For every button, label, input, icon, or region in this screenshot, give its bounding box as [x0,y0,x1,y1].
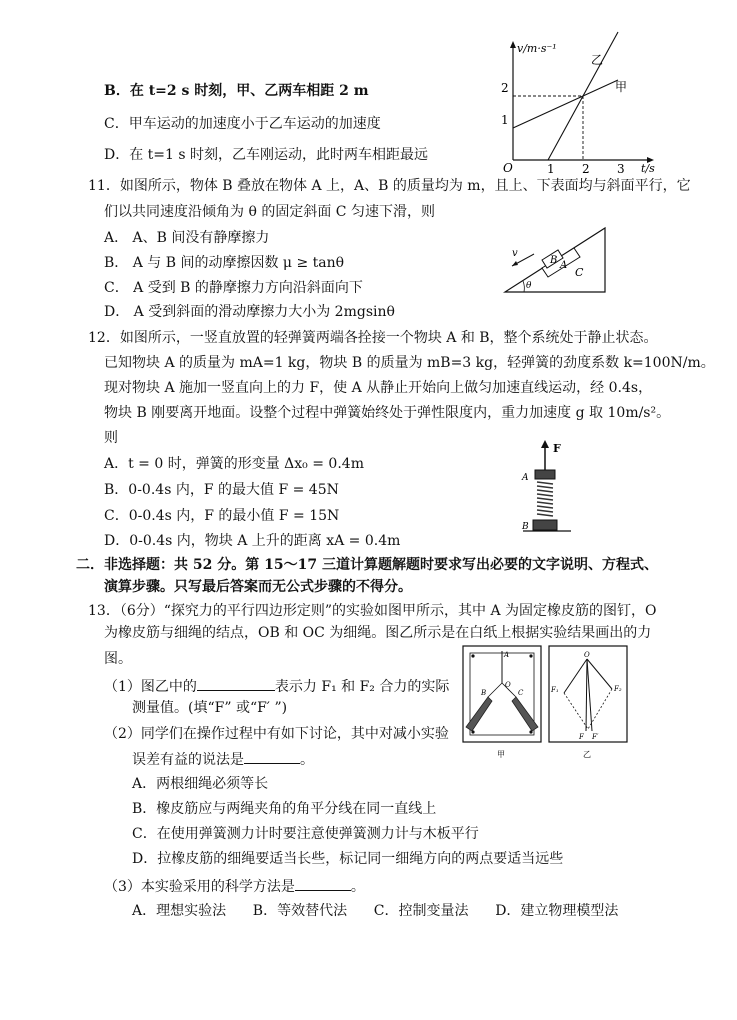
svg-text:C: C [518,689,524,697]
q10-option-d: D．在 t=1 s 时刻，乙车刚运动，此时两车相距最远 [104,147,429,163]
figure-yi [548,645,628,760]
q13-stem-1: 13．（6分）“探究力的平行四边形定则”的实验如图甲所示，其中 A 为固定橡皮筋的图钉，O [88,603,657,619]
y-tick-label: 2 [501,81,509,95]
section-2-heading-cont: 演算步骤。只写最后答案而无公式步骤的不得分。 [104,579,412,595]
svg-text:F: F [553,442,561,455]
q12-option-b: B．0-0.4s 内，F 的最大值 F = 45N [104,482,339,498]
q12-option-d: D．0-0.4s 内，物块 A 上升的距离 xA = 0.4m [104,533,401,549]
q11-option-b: B． A 与 B 间的动摩擦因数 μ ≥ tanθ [104,255,345,271]
svg-text:A: A [504,651,510,659]
svg-text:B: B [522,522,529,532]
q13-part-3-options: A．理想实验法 B．等效替代法 C．控制变量法 D．建立物理模型法 [132,903,619,919]
svg-text:A: A [522,473,529,483]
x-tick-label: 2 [582,162,590,176]
q12-stem-5: 则 [104,430,118,446]
figure-caption: 甲 [497,750,505,759]
block-a [535,470,555,479]
figure-jia [462,645,542,760]
origin-label: O [503,161,513,175]
q13-stem-3: 图。 [104,651,132,667]
answer-blank[interactable] [295,876,351,891]
q12-stem-2: 已知物块 A 的质量为 mA=1 kg，物块 B 的质量为 mB=3 kg，轻弹簧的劲度系数 k=100N/m。 [104,355,715,371]
answer-blank[interactable] [197,676,275,691]
figure-caption: 乙 [583,750,591,759]
q11-option-c: C． A 受到 B 的静摩擦力方向沿斜面向下 [104,280,363,296]
spring-figure [515,440,585,540]
svg-text:θ: θ [526,281,532,291]
q12-stem-3: 现对物块 A 施加一竖直向上的力 F，使 A 从静止开始向上做匀加速直线运动，经 0.4s， [104,380,653,396]
svg-text:F₁: F₁ [551,686,559,694]
q13-part-2-option-a: A．两根细绳必须等长 [132,776,269,792]
q11-stem-1: 11．如图所示，物体 B 叠放在物体 A 上，A、B 的质量均为 m，且上、下表面均与斜面平行，它 [88,178,691,194]
series-label-yi: 乙 [591,53,604,67]
svg-text:A: A [560,260,568,271]
q13-part-2-cont: 误差有益的说法是 。 [132,749,314,769]
q13-part-2-option-b: B．橡皮筋应与两绳夹角的角平分线在同一直线上 [132,801,437,817]
svg-text:F′: F′ [592,733,599,741]
q12-option-c: C．0-0.4s 内，F 的最小值 F = 15N [104,508,340,524]
q11-option-d: D． A 受到斜面的滑动摩擦力大小为 2mgsinθ [104,304,395,320]
block-b [533,520,557,530]
q13-part-3: （3）本实验采用的科学方法是 。 [104,876,365,896]
vt-graph [495,40,665,175]
svg-text:F: F [579,733,584,741]
svg-text:O: O [505,681,511,689]
answer-blank[interactable] [244,749,300,764]
q10-option-b: B．在 t=2 s 时刻，甲、乙两车相距 2 m [104,83,369,99]
q13-part-2: （2）同学们在操作过程中有如下讨论，其中对减小实验 [104,726,449,742]
y-tick-label: 1 [501,113,509,127]
q12-option-a: A．t = 0 时，弹簧的形变量 Δx₀ = 0.4m [104,456,364,472]
incline-figure [500,220,610,295]
q12-stem-1: 12．如图所示，一竖直放置的轻弹簧两端各拴接一个物块 A 和 B，整个系统处于静止状态。 [88,330,658,346]
q12-stem-4: 物块 B 刚要离开地面。设整个过程中弹簧始终处于弹性限度内，重力加速度 g 取 10m/s²。 [104,405,671,421]
x-axis-label: t/s [641,162,655,175]
svg-text:B: B [481,689,487,697]
q11-stem-2: 们以共同速度沿倾角为 θ 的固定斜面 C 匀速下滑，则 [104,204,435,220]
q13-part-2-option-d: D．拉橡皮筋的细绳要适当长些，标记同一细绳方向的两点要适当远些 [132,851,564,867]
q11-option-a: A． A、B 间没有静摩擦力 [104,230,270,246]
q13-part-2-option-c: C．在使用弹簧测力计时要注意使弹簧测力计与木板平行 [132,826,479,842]
series-line-jia [513,80,618,128]
svg-text:F₂: F₂ [614,685,622,693]
q10-option-c: C．甲车运动的加速度小于乙车运动的加速度 [104,116,381,132]
q13-stem-2: 为橡皮筋与细绳的结点，OB 和 OC 为细绳。图乙所示是在白纸上根据实验结果画出的力 [104,625,652,641]
x-tick-label: 1 [547,162,555,176]
spring [537,482,553,516]
y-axis-label: v/m·s⁻¹ [517,42,557,55]
x-tick-label: 3 [617,162,625,176]
series-label-jia: 甲 [615,80,628,94]
q13-part-1: （1）图乙中的 表示力 F₁ 和 F₂ 合力的实际 [104,676,449,696]
svg-text:v: v [512,248,518,259]
svg-text:O: O [584,651,590,659]
q13-part-1-cont: 测量值。(填“F” 或“F′ ”) [132,700,288,716]
section-2-heading: 二．非选择题：共 52 分。第 15～17 三道计算题解题时要求写出必要的文字说明、方程式、 [76,557,658,573]
svg-text:C: C [575,266,584,279]
svg-text:B: B [550,255,558,266]
